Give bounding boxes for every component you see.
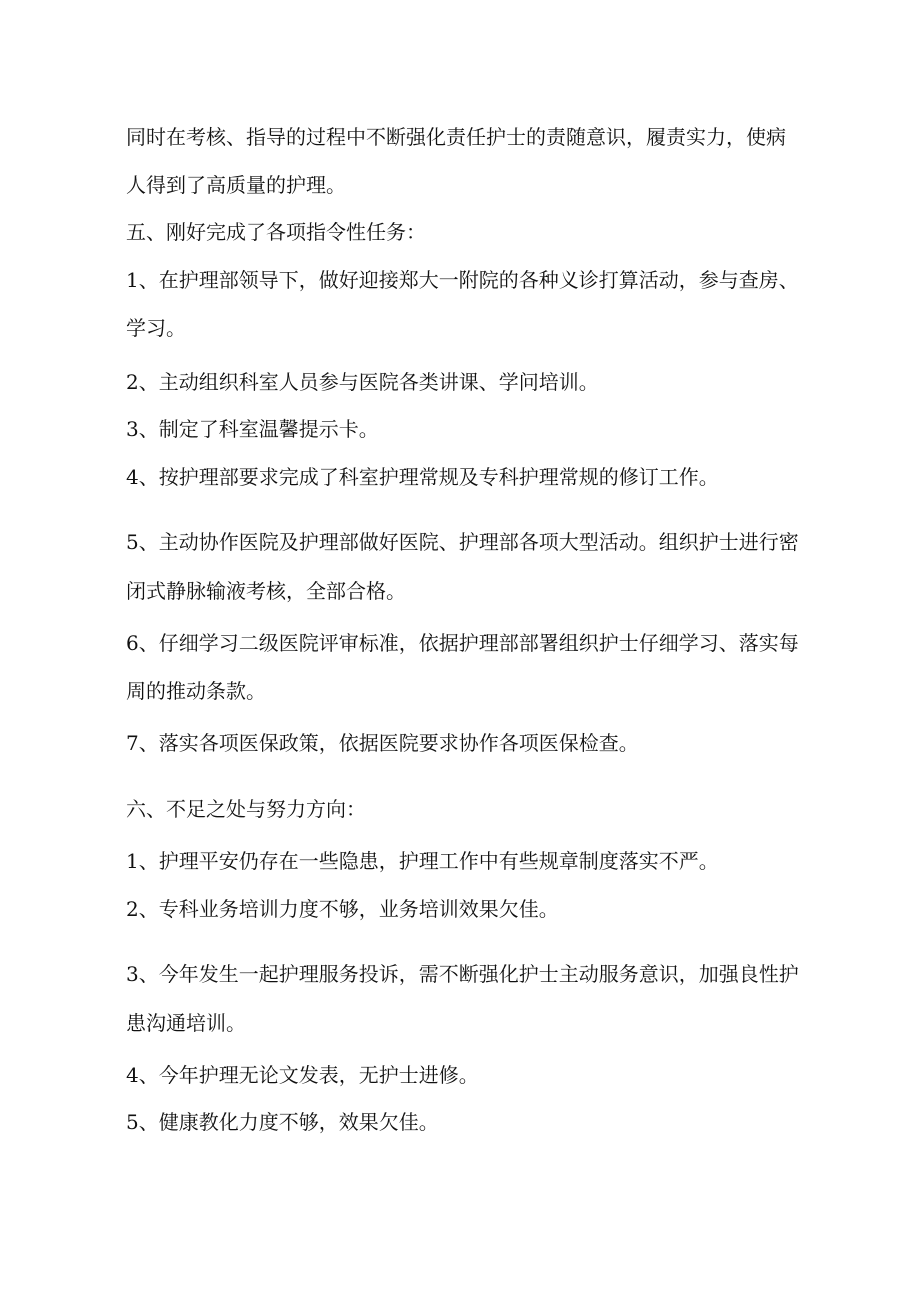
paragraph-1-line-1: 同时在考核、指导的过程中不断强化责任护士的责随意识，履责实力，使病: [126, 125, 786, 149]
paragraph-5-1-line-1: 1、在护理部领导下，做好迎接郑大一附院的各种义诊打算活动，参与查房、: [126, 268, 799, 292]
paragraph-5-4: 4、按护理部要求完成了科室护理常规及专科护理常规的修订工作。: [126, 465, 719, 489]
section-5-heading: 五、刚好完成了各项指令性任务：: [126, 220, 426, 244]
paragraph-6-2: 2、专科业务培训力度不够，业务培训效果欠佳。: [126, 897, 559, 921]
paragraph-6-3-line-1: 3、今年发生一起护理服务投诉，需不断强化护士主动服务意识，加强良性护: [126, 962, 799, 986]
section-6-heading: 六、不足之处与努力方向：: [126, 797, 366, 821]
paragraph-6-1: 1、护理平安仍存在一些隐患，护理工作中有些规章制度落实不严。: [126, 849, 719, 873]
paragraph-6-4: 4、今年护理无论文发表，无护士进修。: [126, 1063, 479, 1087]
paragraph-5-6-line-1: 6、仔细学习二级医院评审标准，依据护理部部署组织护士仔细学习、落实每: [126, 631, 799, 655]
paragraph-5-1-line-2: 学习。: [126, 316, 186, 340]
paragraph-1-line-2: 人得到了高质量的护理。: [126, 173, 346, 197]
paragraph-5-7: 7、落实各项医保政策，依据医院要求协作各项医保检查。: [126, 731, 639, 755]
paragraph-6-3-line-2: 患沟通培训。: [126, 1011, 246, 1035]
paragraph-5-6-line-2: 周的推动条款。: [126, 679, 266, 703]
paragraph-5-3: 3、制定了科室温馨提示卡。: [126, 417, 379, 441]
paragraph-6-5: 5、健康教化力度不够，效果欠佳。: [126, 1110, 439, 1134]
paragraph-5-5-line-2: 闭式静脉输液考核，全部合格。: [126, 579, 406, 603]
paragraph-5-2: 2、主动组织科室人员参与医院各类讲课、学问培训。: [126, 370, 599, 394]
paragraph-5-5-line-1: 5、主动协作医院及护理部做好医院、护理部各项大型活动。组织护士进行密: [126, 530, 799, 554]
